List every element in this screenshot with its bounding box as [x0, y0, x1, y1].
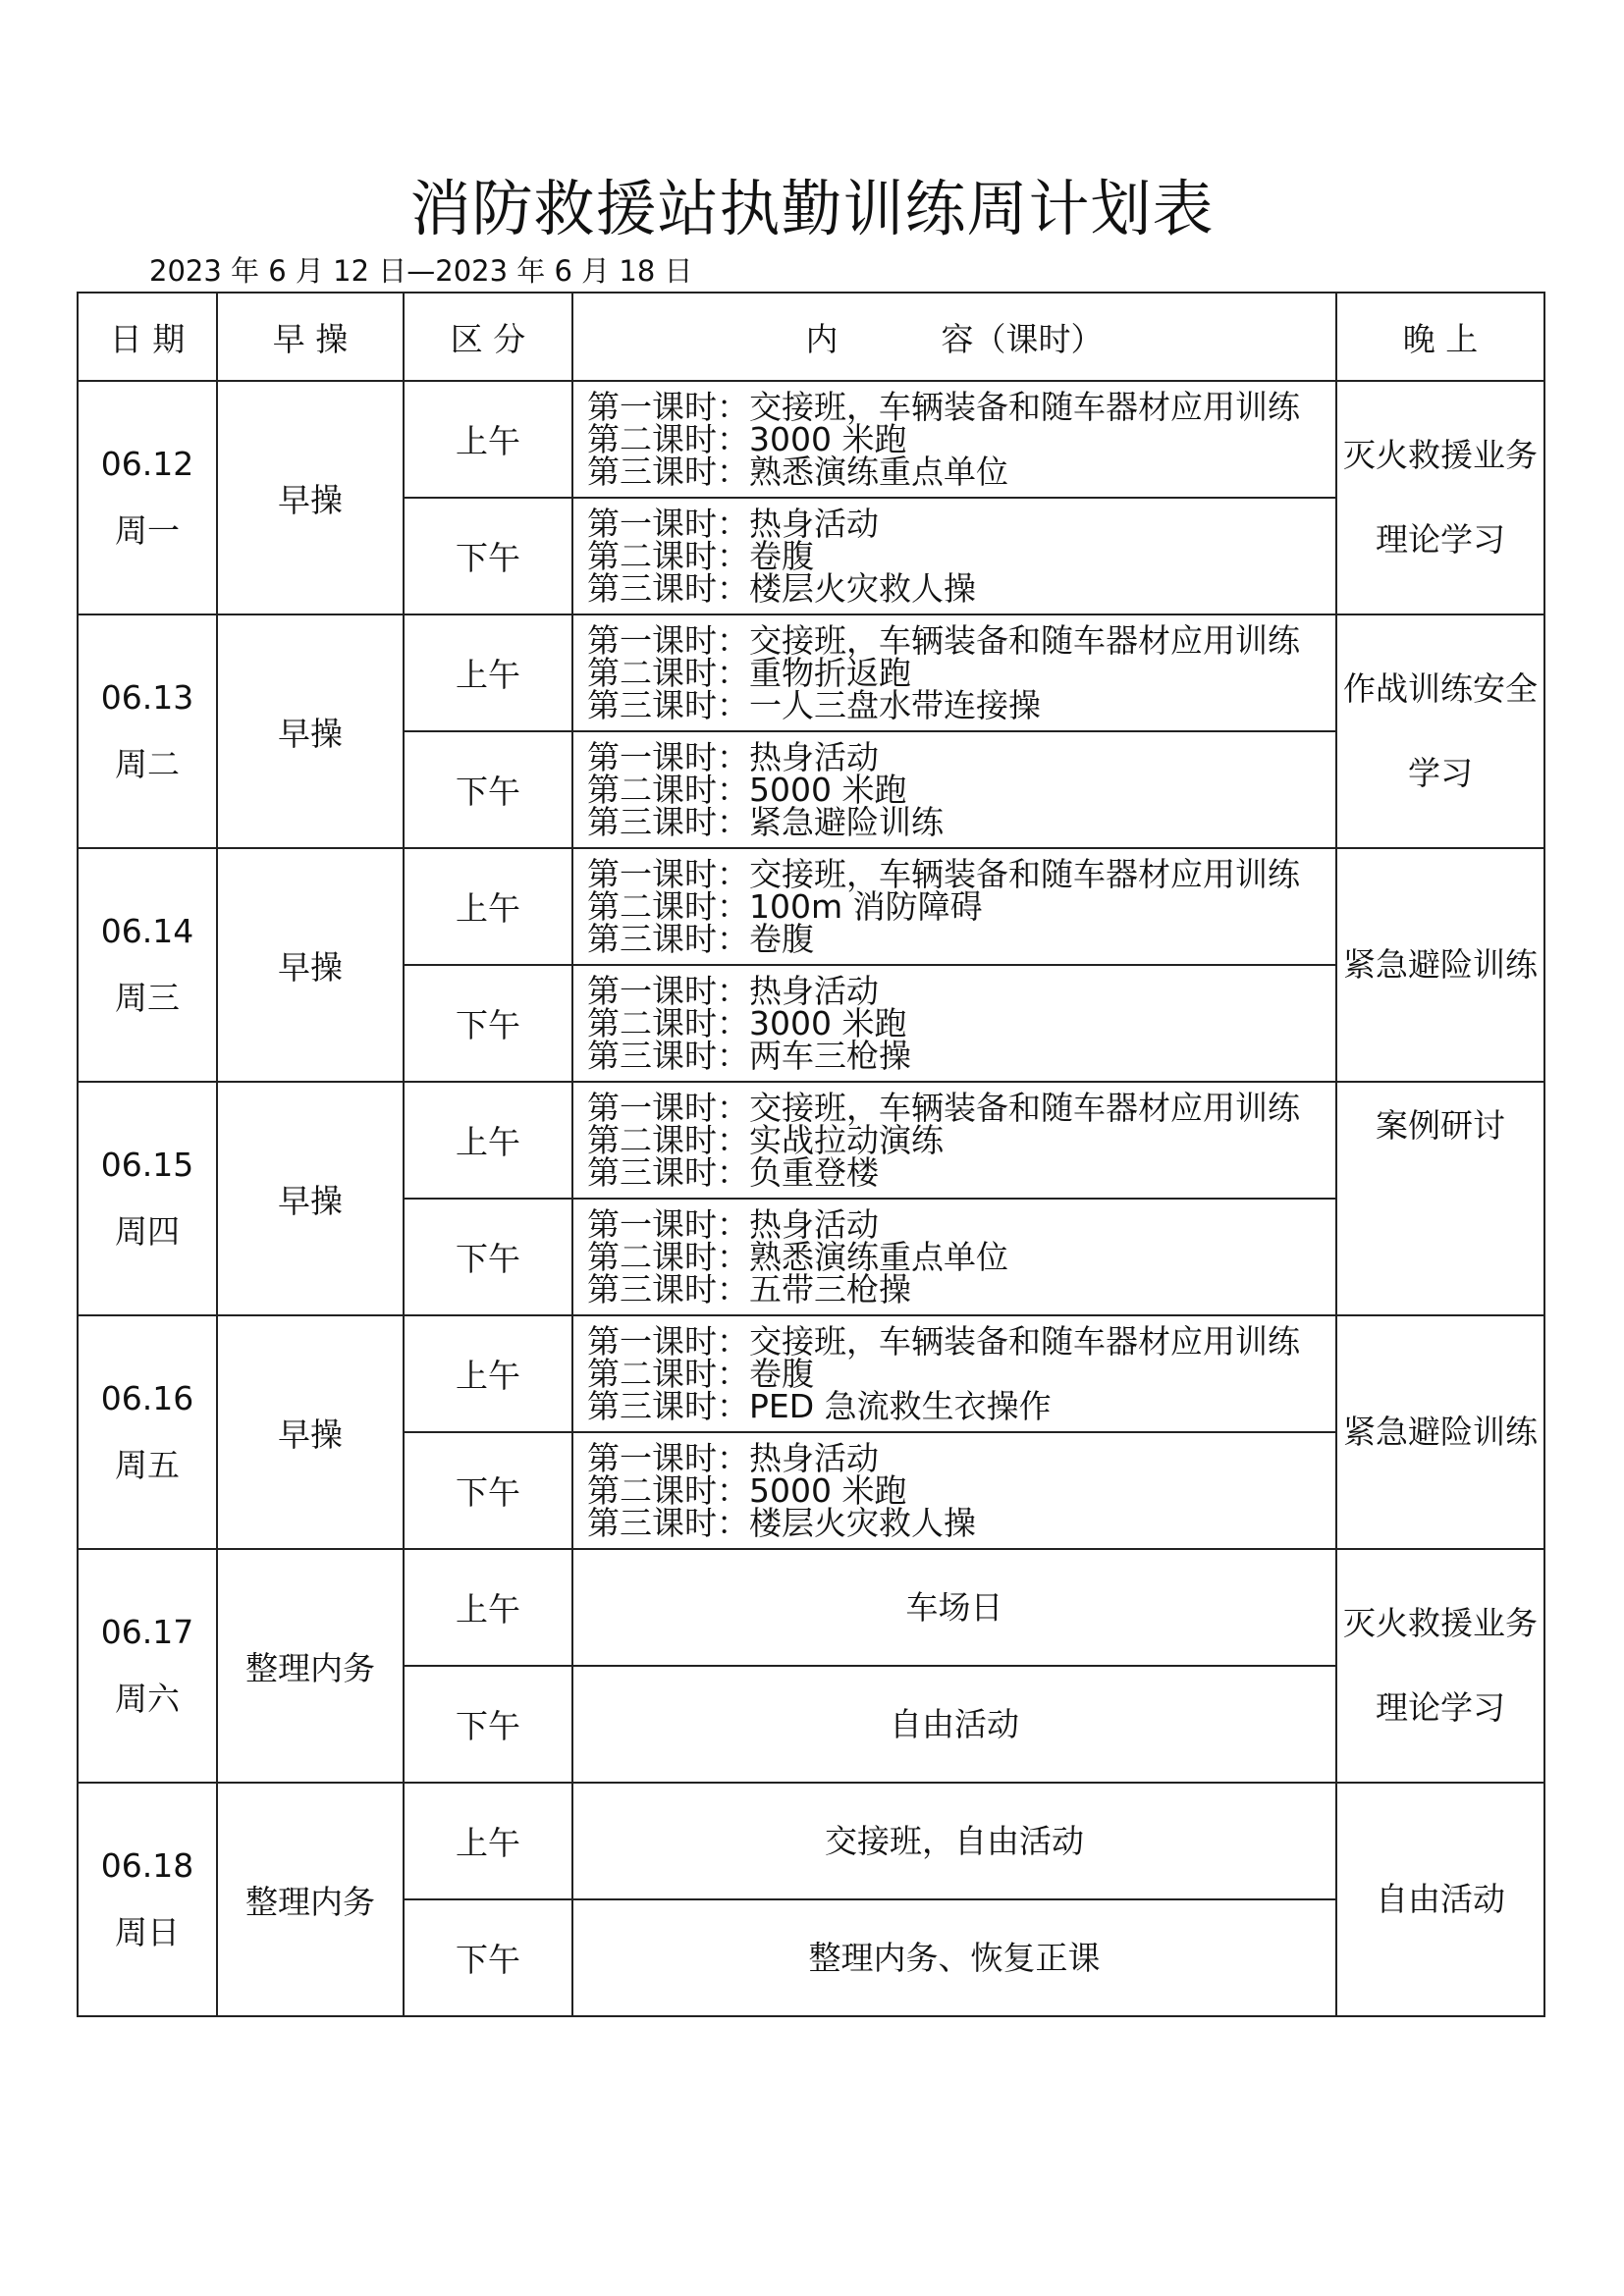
weekday-value: 周三: [115, 979, 180, 1017]
period-pm-cell: 下午: [404, 731, 572, 848]
content-am-cell: [572, 1315, 1336, 1432]
evening-cell: 紧急避险训练: [1336, 1315, 1544, 1549]
period-am-cell: 上午: [404, 1783, 572, 1899]
period-am-cell: 上午: [404, 848, 572, 965]
lesson-line: 第一课时：热身活动: [587, 738, 879, 776]
lesson-line: 第二课时：3000 米跑: [587, 1004, 907, 1042]
content-am-cell: [572, 614, 1336, 731]
lesson-line: 第三课时：卷腹: [587, 920, 814, 958]
lesson-line: 第一课时：热身活动: [587, 1439, 879, 1477]
lesson-line: 第一课时：交接班，车辆装备和随车器材应用训练: [587, 621, 1300, 660]
lesson-line: 第三课时：PED 急流救生衣操作: [587, 1387, 1052, 1425]
period-am-cell: 上午: [404, 614, 572, 731]
lesson-line: 第三课时：楼层火灾救人操: [587, 1504, 976, 1542]
lesson-line: 第二课时：5000 米跑: [587, 1471, 907, 1510]
content-pm-cell: [572, 1666, 1336, 1783]
lesson-line: 第二课时：3000 米跑: [587, 420, 907, 458]
period-pm-cell: 下午: [404, 1899, 572, 2016]
header-evening: 晚 上: [1336, 293, 1544, 381]
lesson-line: 第二课时：100m 消防障碍: [587, 887, 983, 926]
date-value: 06.12: [100, 445, 194, 483]
content-am-cell: [572, 1783, 1336, 1899]
lesson-line: 第二课时：卷腹: [587, 1355, 814, 1393]
date-cell: [78, 1783, 217, 2016]
schedule-table: [77, 292, 1545, 2017]
content-am-cell: [572, 381, 1336, 498]
lesson-line: 整理内务、恢复正课: [808, 1939, 1101, 1977]
period-am-cell: 上午: [404, 1082, 572, 1199]
table-row: [78, 1315, 1544, 1432]
table-row: [78, 381, 1544, 498]
schedule-body: [78, 381, 1544, 2016]
period-pm-cell: 下午: [404, 1666, 572, 1783]
morning-exercise-cell: 整理内务: [217, 1549, 404, 1783]
header-period: 区 分: [404, 293, 572, 381]
morning-exercise-cell: 早操: [217, 614, 404, 848]
date-value: 06.16: [100, 1379, 194, 1417]
weekday-value: 周五: [115, 1446, 180, 1484]
header-content: 内 容（课时）: [572, 293, 1336, 381]
period-am-cell: 上午: [404, 1315, 572, 1432]
lesson-line: 车场日: [905, 1588, 1003, 1627]
date-cell: [78, 1549, 217, 1783]
lesson-line: 第一课时：热身活动: [587, 972, 879, 1010]
lesson-line: 第三课时：紧急避险训练: [587, 803, 944, 841]
date-value: 06.18: [100, 1846, 194, 1885]
table-row: [78, 614, 1544, 731]
lesson-line: 第二课时：重物折返跑: [587, 654, 911, 692]
lesson-line: 第一课时：交接班，车辆装备和随车器材应用训练: [587, 388, 1300, 426]
lesson-line: 第三课时：五带三枪操: [587, 1270, 911, 1308]
date-value: 06.14: [100, 912, 194, 950]
morning-exercise-cell: 整理内务: [217, 1783, 404, 2016]
period-pm-cell: 下午: [404, 1199, 572, 1315]
header-date: 日 期: [78, 293, 217, 381]
weekday-value: 周六: [115, 1680, 180, 1718]
date-cell: [78, 1082, 217, 1315]
lesson-line: 交接班，自由活动: [825, 1822, 1084, 1860]
evening-cell: 自由活动: [1336, 1783, 1544, 2016]
header-row: [78, 293, 1544, 381]
date-value: 06.17: [100, 1613, 194, 1651]
lesson-line: 第一课时：热身活动: [587, 1205, 879, 1244]
content-pm-cell: [572, 1199, 1336, 1315]
evening-cell: 灭火救援业务理论学习: [1336, 1549, 1544, 1783]
lesson-line: 第二课时：实战拉动演练: [587, 1121, 944, 1159]
evening-cell: 紧急避险训练: [1336, 848, 1544, 1082]
evening-cell: 案例研讨: [1336, 1082, 1544, 1315]
weekday-value: 周日: [115, 1913, 180, 1951]
lesson-line: 自由活动: [890, 1705, 1019, 1743]
morning-exercise-cell: 早操: [217, 1315, 404, 1549]
date-cell: [78, 1315, 217, 1549]
content-am-cell: [572, 1082, 1336, 1199]
table-row: [78, 1082, 1544, 1199]
lesson-line: 第三课时：负重登楼: [587, 1153, 879, 1192]
lesson-line: 第三课时：熟悉演练重点单位: [587, 453, 1008, 491]
content-pm-cell: [572, 1899, 1336, 2016]
page-title: 消防救援站执勤训练周计划表: [409, 173, 1215, 244]
morning-exercise-cell: 早操: [217, 381, 404, 614]
date-value: 06.13: [100, 678, 194, 717]
table-row: [78, 1783, 1544, 1899]
header-morning-exercise: 早 操: [217, 293, 404, 381]
date-cell: [78, 614, 217, 848]
date-cell: [78, 848, 217, 1082]
lesson-line: 第二课时：熟悉演练重点单位: [587, 1238, 1008, 1276]
date-cell: [78, 381, 217, 614]
content-pm-cell: [572, 1432, 1336, 1549]
evening-cell: 作战训练安全学习: [1336, 614, 1544, 848]
period-pm-cell: 下午: [404, 1432, 572, 1549]
period-am-cell: 上午: [404, 381, 572, 498]
content-am-cell: [572, 1549, 1336, 1666]
content-pm-cell: [572, 731, 1336, 848]
content-pm-cell: [572, 965, 1336, 1082]
lesson-line: 第一课时：交接班，车辆装备和随车器材应用训练: [587, 855, 1300, 893]
lesson-line: 第一课时：交接班，车辆装备和随车器材应用训练: [587, 1089, 1300, 1127]
period-pm-cell: 下午: [404, 498, 572, 614]
date-value: 06.15: [100, 1146, 194, 1184]
lesson-line: 第一课时：热身活动: [587, 505, 879, 543]
content-am-cell: [572, 848, 1336, 965]
weekday-value: 周二: [115, 745, 180, 783]
lesson-line: 第三课时：楼层火灾救人操: [587, 569, 976, 608]
lesson-line: 第二课时：5000 米跑: [587, 771, 907, 809]
lesson-line: 第二课时：卷腹: [587, 537, 814, 575]
period-pm-cell: 下午: [404, 965, 572, 1082]
lesson-line: 第一课时：交接班，车辆装备和随车器材应用训练: [587, 1322, 1300, 1361]
period-am-cell: 上午: [404, 1549, 572, 1666]
weekday-value: 周四: [115, 1212, 180, 1251]
table-row: [78, 1549, 1544, 1666]
table-row: [78, 848, 1544, 965]
morning-exercise-cell: 早操: [217, 1082, 404, 1315]
content-pm-cell: [572, 498, 1336, 614]
morning-exercise-cell: 早操: [217, 848, 404, 1082]
evening-cell: 灭火救援业务理论学习: [1336, 381, 1544, 614]
lesson-line: 第三课时：两车三枪操: [587, 1037, 911, 1075]
weekday-value: 周一: [115, 511, 180, 550]
date-range: 2023 年 6 月 12 日—2023 年 6 月 18 日: [149, 254, 693, 288]
lesson-line: 第三课时：一人三盘水带连接操: [587, 686, 1041, 724]
